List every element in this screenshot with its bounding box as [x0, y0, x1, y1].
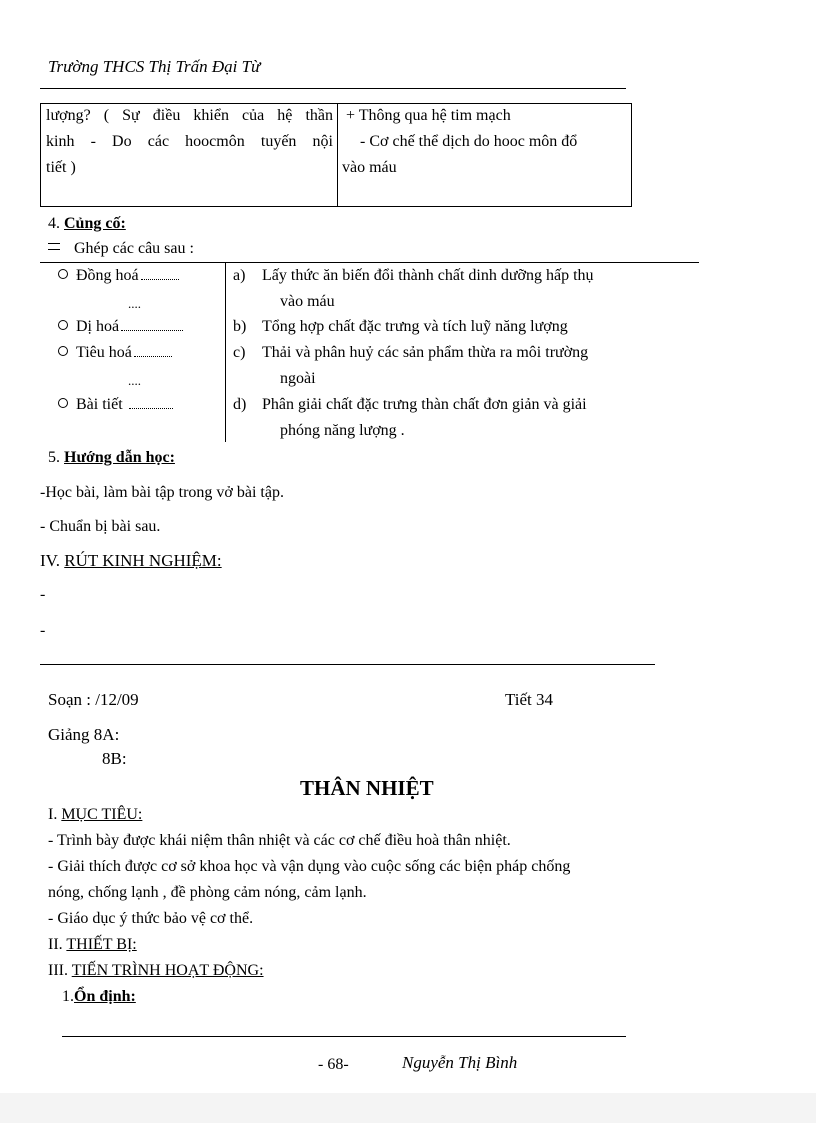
section4-num: 4. — [48, 215, 64, 232]
def-d-key: d) — [233, 396, 247, 413]
def-a-line2: vào máu — [280, 293, 335, 310]
giang-8b: 8B: — [102, 749, 127, 768]
header-school: Trường THCS Thị Trấn Đại Từ — [48, 57, 261, 76]
tien-trinh-num: III. — [48, 962, 72, 979]
on-dinh-title: Ổn định: — [74, 988, 136, 1005]
def-d-line2: phóng năng lượng . — [280, 422, 405, 439]
section4-bullet — [48, 240, 194, 258]
section5-title: Hướng dẫn học: — [64, 449, 175, 466]
term-extra: .... — [128, 296, 141, 311]
muc-tieu-title: MỤC TIÊU: — [61, 806, 143, 823]
term-label: Dị hoá — [76, 318, 120, 335]
section-iv-heading — [40, 551, 222, 571]
term-label: Đồng hoá — [76, 267, 139, 284]
page-bottom-band — [0, 1093, 816, 1123]
table-left-border — [40, 103, 41, 207]
term-di-hoa — [58, 318, 183, 336]
table-right-border — [631, 103, 632, 207]
goal-1: - Trình bày được khái niệm thân nhiệt và các cơ chế điều hoà thân nhiệt. — [48, 832, 511, 849]
section5-num: 5. — [48, 449, 64, 466]
def-a-key: a) — [233, 267, 246, 284]
circle-bullet-icon — [58, 398, 68, 408]
term-label: Tiêu hoá — [76, 344, 132, 361]
tien-trinh-title: TIẾN TRÌNH HOẠT ĐỘNG: — [71, 962, 264, 979]
section-iv-dash-1: - — [40, 586, 46, 603]
dotted-blank — [129, 408, 173, 409]
goal-3: - Giáo dục ý thức bảo vệ cơ thể. — [48, 910, 254, 927]
on-dinh-heading — [62, 988, 136, 1006]
section4-bullet-text: Ghép các câu sau : — [74, 240, 194, 257]
table-bottom-border — [40, 206, 631, 207]
section-iv-dash-2: - — [40, 622, 46, 639]
tien-trinh-heading — [48, 962, 264, 980]
table-right-line-2: - Cơ chế thể dịch do hooc môn đổ — [360, 133, 578, 150]
section5-line-1: -Học bài, làm bài tập trong vở bài tập. — [40, 484, 284, 501]
def-c-key: c) — [233, 344, 246, 361]
tiet-number: Tiết 34 — [505, 690, 554, 709]
section5-line-2: - Chuẩn bị bài sau. — [40, 518, 161, 535]
match-top-rule — [40, 262, 699, 263]
dotted-blank — [134, 356, 172, 357]
circle-bullet-icon — [58, 269, 68, 279]
goal-2: - Giải thích được cơ sở khoa học và vận dụng vào cuộc sống các biện pháp chống — [48, 858, 571, 875]
dotted-blank — [121, 330, 183, 331]
section4-title: Củng cố: — [64, 215, 126, 232]
table-top-border — [40, 103, 631, 104]
thiet-bi-num: II. — [48, 936, 67, 953]
dotted-blank — [141, 279, 179, 280]
section4-heading — [48, 215, 126, 233]
table-left-line-1: lượng? ( Sự điều khiển của hệ thần — [46, 107, 333, 124]
footer-rule — [62, 1036, 626, 1037]
def-a-line1: Lấy thức ăn biến đổi thành chất dinh dưỡng hấp thụ — [262, 267, 594, 284]
table-right-line-1: + Thông qua hệ tim mạch — [346, 107, 511, 124]
term-dong-hoa — [58, 267, 179, 285]
table-mid-border — [337, 103, 338, 207]
def-b-key: b) — [233, 318, 247, 335]
section5-heading — [48, 449, 175, 467]
table-left-line-2: kinh - Do các hoocmôn tuyến nội — [46, 133, 333, 150]
double-dash-icon — [48, 243, 60, 250]
section-iv-num: IV. — [40, 551, 65, 570]
term-bai-tiet — [58, 396, 173, 414]
section-iv-title: RÚT KINH NGHIỆM: — [64, 551, 222, 570]
on-dinh-num: 1. — [62, 988, 74, 1005]
muc-tieu-num: I. — [48, 806, 62, 823]
circle-bullet-icon — [58, 346, 68, 356]
circle-bullet-icon — [58, 320, 68, 330]
muc-tieu-heading — [48, 806, 142, 824]
header-rule — [40, 88, 626, 89]
thiet-bi-title: THIẾT BỊ: — [66, 936, 137, 953]
footer-author: Nguyễn Thị Bình — [402, 1053, 518, 1072]
term-extra: .... — [128, 373, 141, 388]
thiet-bi-heading — [48, 936, 137, 954]
def-c-line1: Thải và phân huỷ các sản phẩm thừa ra môi trường — [262, 344, 589, 361]
def-d-line1: Phân giải chất đặc trưng thàn chất đơn giản và giải — [262, 396, 587, 413]
footer-page: - 68- — [318, 1056, 349, 1073]
term-label: Bài tiết — [76, 396, 123, 413]
lesson-title: THÂN NHIỆT — [300, 776, 434, 800]
goal-2-cont: nóng, chống lạnh , đề phòng cảm nóng, cảm lạnh. — [48, 884, 367, 901]
match-divider — [225, 262, 226, 442]
giang-8a: Giảng 8A: — [48, 725, 120, 744]
def-c-line2: ngoài — [280, 370, 316, 387]
term-tieu-hoa — [58, 344, 172, 362]
section-separator — [40, 664, 655, 665]
table-left-line-3: tiết ) — [46, 159, 76, 176]
def-b-line1: Tổng hợp chất đặc trưng và tích luỹ năng lượng — [262, 318, 568, 335]
table-right-line-3: vào máu — [342, 159, 397, 176]
soan-date: Soạn : /12/09 — [48, 690, 139, 709]
